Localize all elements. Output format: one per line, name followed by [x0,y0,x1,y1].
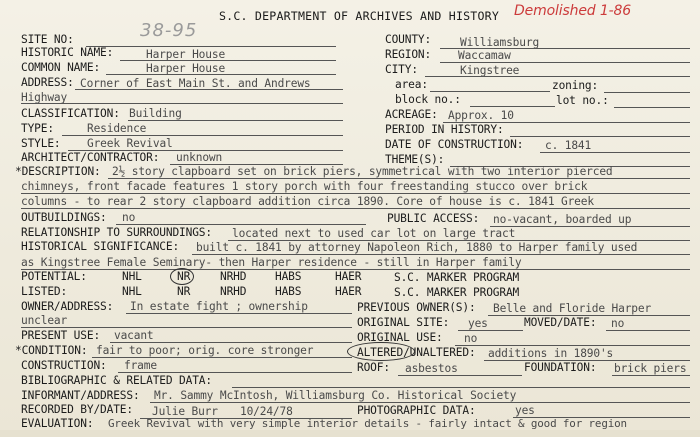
zoning-rule [604,92,690,93]
common-name-label: COMMON NAME: [21,61,101,74]
potential-marker: S.C. MARKER PROGRAM [394,271,520,284]
architect-label: ARCHITECT/CONTRACTOR: [21,151,160,164]
type-rule [62,135,343,136]
altered-value: additions in 1890's [488,347,614,360]
owner-rule-2 [21,327,352,328]
common-name-value: Harper House [146,62,226,75]
description-rule-1 [108,178,690,179]
altered-label: ALTERED/UNALTERED: [357,346,476,359]
original-site-rule [458,330,523,331]
foundation-label: FOUNDATION: [524,361,597,374]
bibliography-rule [232,387,690,388]
description-rule-3 [21,208,690,209]
address-rule-2 [21,103,343,104]
style-value: Greek Revival [87,137,173,150]
historic-name-value: Harper House [146,48,226,61]
county-value: Williamsburg [460,36,540,49]
evaluation-label: EVALUATION: [21,417,94,430]
bibliography-label: BIBLIOGRAPHIC & RELATED DATA: [21,374,212,387]
original-use-label: ORIGINAL USE: [357,331,443,344]
recorded-name: Julie Burr [152,405,218,418]
listed-nr: NR [177,285,191,298]
city-label: CITY: [385,63,418,76]
city-rule [425,76,690,77]
area-label: area: [395,78,428,91]
evaluation-value: Greek Revival with very simple interior details - fairly intact & good for region [108,417,627,430]
potential-nr-circle [170,268,194,285]
original-use-value: no [464,332,478,345]
date-construction-label: DATE OF CONSTRUCTION: [385,138,524,151]
potential-label: POTENTIAL: [21,270,87,283]
owner-value-2: unclear [21,314,68,327]
area-rule [430,91,550,92]
listed-nhl: NHL [122,285,142,298]
outbuildings-value: no [122,211,136,224]
architect-value: unknown [176,151,223,164]
period-rule [510,136,690,137]
previous-owners-label: PREVIOUS OWNER(S): [357,301,476,314]
region-label: REGION: [385,48,432,61]
outbuildings-label: OUTBUILDINGS: [21,211,107,224]
construction-value: frame [124,359,157,372]
public-access-label: PUBLIC ACCESS: [387,212,480,225]
informant-label: INFORMANT/ADDRESS: [21,389,140,402]
block-no-label: block no.: [395,93,461,106]
potential-haer: HAER [335,270,362,283]
date-construction-value: c. 1841 [545,139,592,152]
roof-value: asbestos [405,362,458,375]
address-value-2: Highway [21,91,68,104]
date-construction-rule [540,152,690,153]
foundation-value: brick piers [614,362,687,375]
listed-habs: HABS [275,285,302,298]
owner-value-1: In estate fight ; ownership [130,300,308,313]
listed-nrhd: NRHD [220,285,247,298]
description-line-3: columns - to rear 2 story clapboard addition circa 1890. Core of house is c. 1841 Greek [21,195,594,208]
public-access-rule [490,226,690,227]
significance-line-1: built c. 1841 by attorney Napoleon Rich, 1880 to Harper family used [196,241,638,254]
construction-rule [118,372,352,373]
classification-value: Building [129,107,182,120]
present-use-value: vacant [114,329,154,342]
listed-marker: S.C. MARKER PROGRAM [394,286,520,299]
significance-line-2: as Kingstree Female Seminary- then Harper residence - still in Harper family [21,256,522,269]
site-no-rule [86,46,336,47]
city-value: Kingstree [460,64,520,77]
potential-nrhd: NRHD [220,270,247,283]
description-label: *DESCRIPTION: [15,165,101,178]
region-value: Waccamaw [458,49,511,62]
moved-date-label: MOVED/DATE: [524,316,597,329]
present-use-label: PRESENT USE: [21,329,101,342]
photographic-label: PHOTOGRAPHIC DATA: [357,404,476,417]
card-title: S.C. DEPARTMENT OF ARCHIVES AND HISTORY [219,9,500,23]
photographic-value: yes [515,404,535,417]
address-label: ADDRESS: [21,76,74,89]
relationship-label: RELATIONSHIP TO SURROUNDINGS: [21,226,212,239]
demolished-annotation: Demolished 1-86 [514,3,632,19]
potential-nr: NR [177,270,191,283]
moved-date-value: no [611,317,625,330]
informant-rule [150,402,690,403]
historic-name-label: HISTORIC NAME: [21,46,114,59]
type-label: TYPE: [21,122,54,135]
description-line-2: chimneys, front facade features 1 story porch with four freestanding stucco over brick [21,180,588,193]
type-value: Residence [87,122,147,135]
original-site-value: yes [468,317,488,330]
style-label: STYLE: [21,137,61,150]
listed-label: LISTED: [21,285,68,298]
acreage-label: ACREAGE: [385,108,438,121]
original-use-rule [455,345,690,346]
potential-nhl: NHL [122,270,142,283]
historic-name-rule [120,60,336,61]
address-value-1: Corner of East Main St. and Andrews [80,77,311,90]
public-access-value: no-vacant, boarded up [493,213,632,226]
region-rule [440,62,690,63]
zoning-label: zoning: [552,79,599,92]
foundation-rule [612,375,690,376]
site-no-label: SITE NO: [21,33,74,46]
potential-habs: HABS [275,270,302,283]
description-line-1: 2½ story clapboard set on brick piers, symmetrical with two interior pierced [112,165,613,178]
site-no-value: 38-95 [140,20,198,41]
card-bottom-edge [0,430,700,437]
classification-rule [128,120,343,121]
previous-owners-value: Belle and Floride Harper [493,302,652,315]
condition-value: fair to poor; orig. core stronger [96,344,314,357]
condition-rule [92,357,352,358]
lot-no-label: lot no.: [556,94,609,107]
significance-label: HISTORICAL SIGNIFICANCE: [21,240,180,253]
informant-value: Mr. Sammy McIntosh, Williamsburg Co. Historical Society [154,389,517,402]
classification-label: CLASSIFICATION: [21,107,120,120]
block-no-rule [470,106,555,107]
roof-label: ROOF: [357,361,390,374]
moved-date-rule [606,330,690,331]
roof-rule [398,375,522,376]
themes-label: THEME(S): [385,153,445,166]
listed-haer: HAER [335,285,362,298]
construction-label: CONSTRUCTION: [21,359,107,372]
owner-rule-1 [126,313,352,314]
condition-label: *CONDITION: [15,344,88,357]
common-name-rule [106,74,336,75]
address-rule [75,89,343,90]
outbuildings-rule [116,224,366,225]
county-label: COUNTY: [385,33,432,46]
altered-circle [347,342,415,361]
present-use-rule [110,342,352,343]
recorded-label: RECORDED BY/DATE: [21,403,133,416]
lot-no-rule [614,107,690,108]
owner-label: OWNER/ADDRESS: [21,300,114,313]
acreage-value: Approx. 10 [448,109,514,122]
relationship-value: located next to used car lot on large tract [232,227,516,240]
significance-rule-1 [192,254,690,255]
recorded-date: 10/24/78 [240,405,293,418]
period-label: PERIOD IN HISTORY: [385,123,504,136]
description-rule-2 [21,193,690,194]
original-site-label: ORIGINAL SITE: [357,316,450,329]
